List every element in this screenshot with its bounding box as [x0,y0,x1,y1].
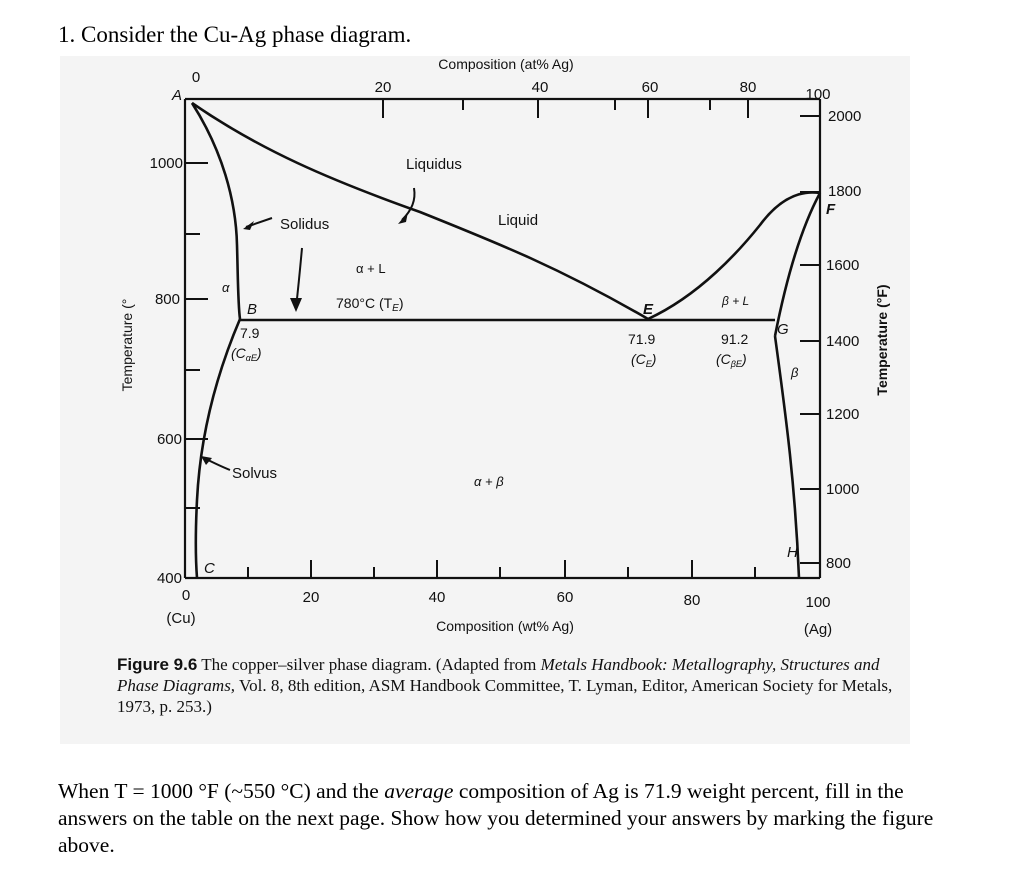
left-tick-1000: 1000 [149,155,183,172]
point-g-label: G [777,321,789,338]
c-alpha-label [231,345,262,363]
question-heading: Consider the Cu-Ag phase diagram. [81,22,412,47]
c-beta-label [716,351,747,369]
figure-caption [117,654,902,717]
top-tick-60: 60 [641,79,659,96]
c-alpha-value: 7.9 [240,325,260,341]
point-b-label: B [247,301,258,318]
bottom-tick-20: 20 [302,589,320,606]
left-ticks [185,163,208,508]
alpha-label: α [222,280,230,295]
eutectic-temp-sub: E [392,303,399,314]
caption-text-2: Vol. 8, 8th edition, ASM Handbook Committee, T. Lyman, Editor, American Society for Metals, 1973, p. 253.) [117,676,893,716]
c-beta-value: 91.2 [721,331,749,347]
top-tick-80: 80 [739,79,757,96]
c-e-text: (C [631,351,646,367]
c-e-label [631,351,656,369]
left-tick-800: 800 [154,291,180,308]
right-tick-1800: 1800 [828,183,862,200]
top-axis-title: Composition (at% Ag) [438,56,574,72]
beta-label: β [791,365,799,380]
c-e-sub: E [645,359,652,369]
left-axis-title: Temperature (° [119,298,135,392]
bottom-tick-100: 100 [805,594,831,611]
alpha-plus-l-label: α + L [356,261,386,276]
liquid-label: Liquid [498,212,539,229]
point-h-label: H [787,544,798,561]
top-tick-0: 0 [191,69,201,86]
bottom-tick-0: 0 [181,587,191,604]
top-tick-100: 100 [805,86,831,103]
phase-diagram [60,56,910,744]
bottom-right-label: (Ag) [803,621,833,638]
question-text-emphasis: average [384,779,454,803]
solidus-alpha [192,103,240,319]
left-tick-labels [150,155,183,587]
question-text-after: composition of Ag is 71.9 weight percent, fill in the answers on the table on the next page. Show how you determined your answers by marking the figure above. [58,779,934,857]
point-a-label: A [172,87,183,104]
c-alpha-close: ) [256,345,262,361]
c-e-value: 71.9 [628,331,656,347]
region-labels [222,156,799,489]
bottom-left-label: (Cu) [166,610,196,627]
solvus-label: Solvus [232,465,278,482]
bottom-tick-40: 40 [428,589,446,606]
c-beta-close: ) [741,351,747,367]
c-alpha-sub: αE [245,353,257,363]
top-tick-20: 20 [374,79,392,96]
beta-plus-l-label: β + L [722,294,750,308]
right-axis-title: Temperature (°F) [874,284,890,396]
right-tick-1400: 1400 [826,333,860,350]
right-tick-1000: 1000 [826,481,860,498]
question-text-before: When T = 1000 °F (~550 °C) and the [58,779,385,803]
alpha-plus-beta-label: α + β [474,474,504,489]
left-tick-400: 400 [156,570,182,587]
c-beta-sub: βE [730,359,742,369]
question-title [58,22,411,48]
eutectic-temp-label [336,295,404,314]
solidus-label: Solidus [280,216,330,233]
top-tick-40: 40 [531,79,549,96]
caption-text-1: The copper–silver phase diagram. (Adapted from [197,655,541,674]
right-tick-labels [826,108,861,572]
caption-italic-1: Metals Handbook: Metallography, Structures and Phase Diagrams, [117,655,880,695]
right-tick-1600: 1600 [826,257,860,274]
right-tick-800: 800 [826,555,852,572]
bottom-tick-60: 60 [556,589,574,606]
top-ticks [383,99,748,118]
liquidus-label: Liquidus [406,156,462,173]
point-e-label: E [643,301,654,318]
right-tick-1200: 1200 [826,406,860,423]
left-tick-600: 600 [156,431,182,448]
point-c-label: C [204,560,215,577]
eutectic-temp-text: 780°C (T [336,295,393,311]
bottom-ticks [248,560,755,578]
c-beta-text: (C [716,351,731,367]
point-f-label: F [826,201,836,218]
c-alpha-text: (C [231,345,246,361]
bottom-axis-title: Composition (wt% Ag) [436,618,574,634]
c-e-close: ) [651,351,657,367]
caption-label: Figure 9.6 [117,655,198,674]
question-text [58,778,978,859]
eutectic-temp-end: ) [398,295,404,311]
right-tick-2000: 2000 [828,108,862,125]
right-ticks [800,116,820,563]
liquidus-left [192,103,648,319]
figure-panel [60,56,910,744]
bottom-tick-80: 80 [683,592,701,609]
question-number: 1. [58,22,76,47]
